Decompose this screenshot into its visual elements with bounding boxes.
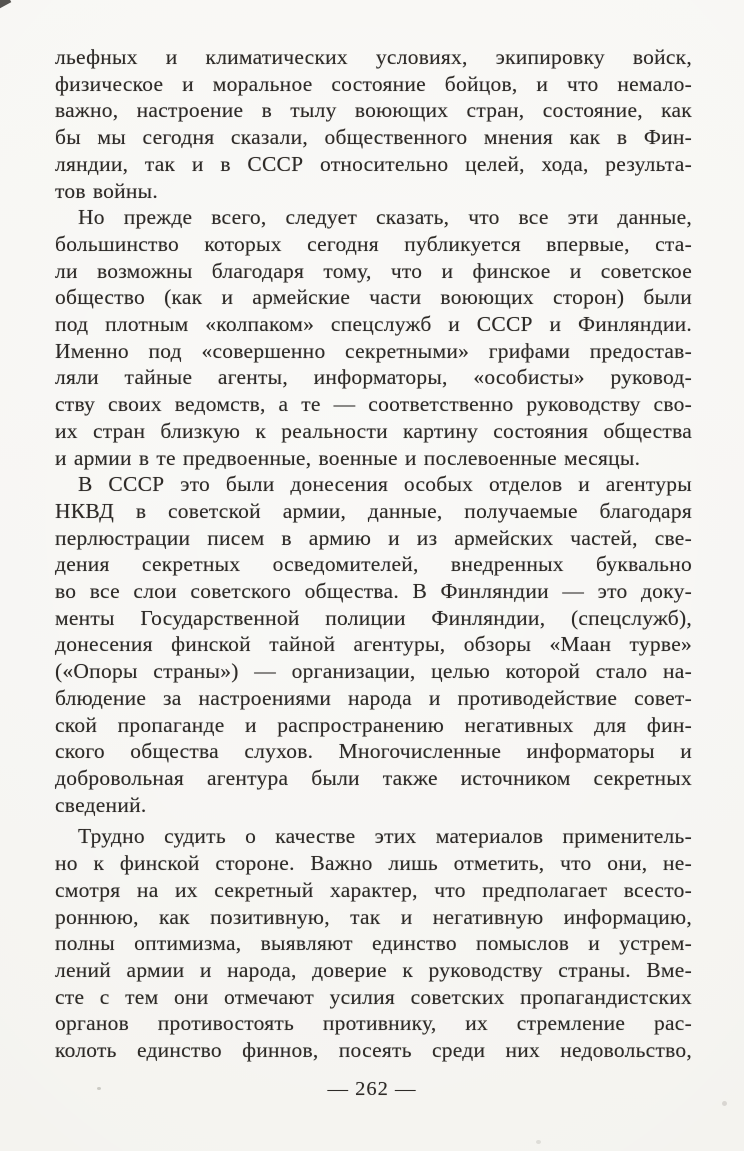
- page-number: — 262 —: [327, 1078, 417, 1100]
- text-line: Именно под «совершенно секретными» грифами предостав-: [55, 338, 692, 363]
- text-line: смотря на их секретный характер, что предполагает всесто-: [55, 877, 692, 902]
- text-line: большинство которых сегодня публикуется впервые, ста-: [55, 231, 692, 256]
- text-line: ской пропаганде и распространению негативных для фин-: [55, 712, 692, 737]
- text-line: полны оптимизма, выявляют единство помыслов и устрем-: [55, 931, 692, 956]
- text-line: но к финской стороне. Важно лишь отметить, что они, не-: [55, 851, 692, 876]
- text-line: менты Государственной полиции Финляндии, (спецслужб),: [55, 605, 692, 630]
- scan-corner-artifact: [0, 0, 11, 9]
- text-line: лений армии и народа, доверие к руководству страны. Вме-: [55, 957, 692, 982]
- text-line: («Опоры страны») — организации, целью которой стало на-: [55, 659, 692, 684]
- text-line: сведений.: [55, 792, 147, 817]
- text-line: под плотным «колпаком» спецслужб и СССР и Финляндии.: [55, 312, 692, 337]
- paragraph: [55, 471, 692, 818]
- text-line: ляли тайные агенты, информаторы, «особисты» руковод-: [55, 365, 692, 390]
- text-line: роннюю, как позитивную, так и негативную информацию,: [55, 904, 692, 929]
- text-line: донесения финской тайной агентуры, обзоры «Маан турве»: [55, 632, 692, 657]
- text-line: перлюстрации писем в армию и из армейских частей, све-: [55, 525, 692, 550]
- text-line: важно, настроение в тылу воюющих стран, состояние, как: [55, 98, 692, 123]
- text-line: Трудно судить о качестве этих материалов применитель-: [78, 824, 692, 849]
- text-line: льефных и климатических условиях, экипировку войск,: [55, 45, 692, 69]
- text-line: бы мы сегодня сказали, общественного мнения как в Фин-: [55, 125, 692, 150]
- text-line: колоть единство финнов, посеять среди них недовольство,: [55, 1038, 692, 1063]
- text-line: дения секретных осведомителей, внедренных буквально: [55, 552, 692, 577]
- text-line: добровольная агентура были также источником секретных: [55, 765, 692, 790]
- text-line: общество (как и армейские части воюющих сторон) были: [55, 285, 692, 310]
- scan-speck: [97, 1087, 101, 1090]
- text-line: ству своих ведомств, а те — соответственно руководству сво-: [55, 392, 692, 417]
- page-text: [55, 44, 692, 1064]
- paragraph: [55, 44, 692, 204]
- paragraph: [55, 823, 692, 1063]
- text-line: Но прежде всего, следует сказать, что все эти данные,: [78, 205, 692, 230]
- text-line: физическое и моральное состояние бойцов, и что немало-: [55, 71, 692, 96]
- text-line: ли возможны благодаря тому, что и финское и советское: [55, 258, 692, 283]
- text-line: во все слои советского общества. В Финляндии — это доку-: [55, 579, 692, 604]
- text-line: ляндии, так и в СССР относительно целей, хода, результа-: [55, 151, 692, 176]
- text-line: сте с тем они отмечают усилия советских пропагандистских: [55, 984, 692, 1009]
- text-line: их стран близкую к реальности картину состояния общества: [55, 418, 692, 443]
- text-line: ского общества слухов. Многочисленные информаторы и: [55, 739, 692, 764]
- paragraph: [55, 204, 692, 471]
- text-line: и армии в те предвоенные, военные и послевоенные месяцы.: [55, 445, 641, 470]
- text-line: НКВД в советской армии, данные, получаемые благодаря: [55, 498, 692, 523]
- scan-speck: [514, 1046, 518, 1050]
- text-line: блюдение за настроениями народа и противодействие совет-: [55, 685, 692, 710]
- scan-speck: [536, 1140, 541, 1144]
- text-line: В СССР это были донесения особых отделов и агентуры: [78, 472, 692, 497]
- text-line: органов противостоять противнику, их стремление рас-: [55, 1011, 692, 1036]
- scan-speck: [722, 1101, 727, 1106]
- text-line: тов войны.: [55, 178, 158, 203]
